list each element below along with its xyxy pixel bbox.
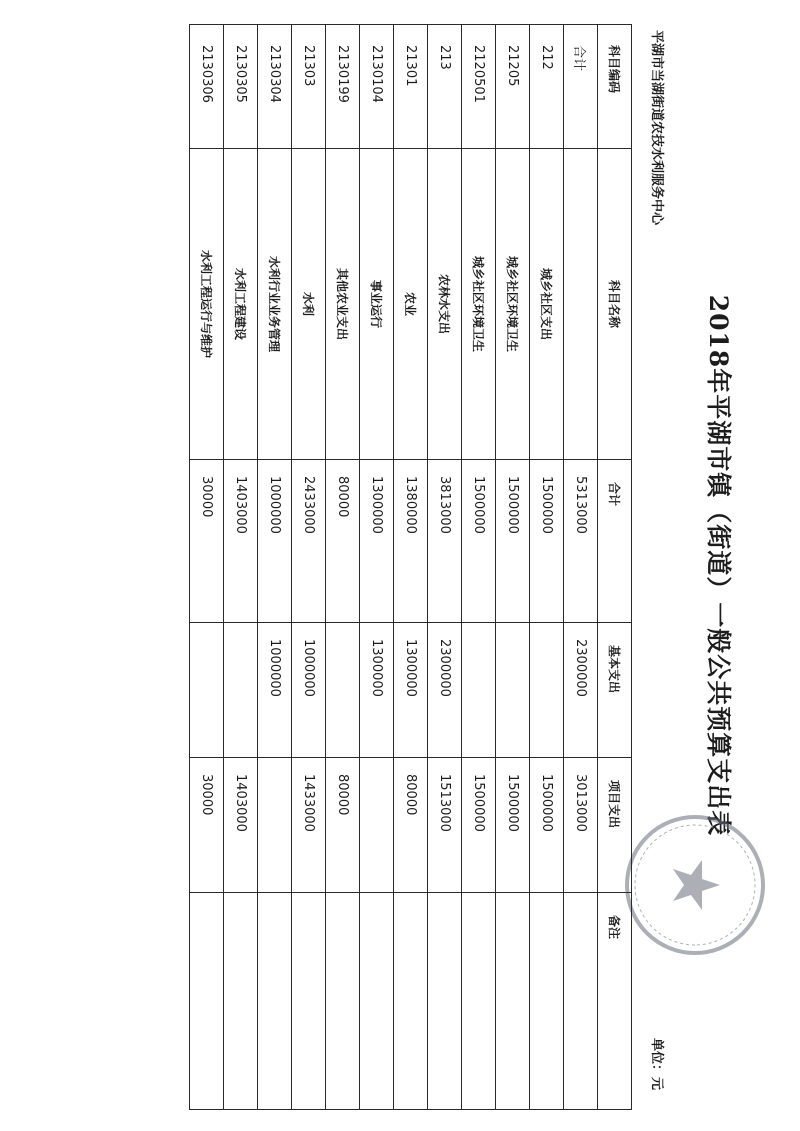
- cell-total: 1403000: [224, 460, 258, 623]
- table-row: [462, 25, 496, 1110]
- unit-label: 单位：元: [649, 1038, 664, 1091]
- cell-code: 2130199: [326, 25, 360, 149]
- table-row: [326, 25, 360, 1110]
- cell-basic: [326, 623, 360, 758]
- cell-total: 5313000: [564, 460, 598, 623]
- cell-total: 1500000: [496, 460, 530, 623]
- cell-code: 213: [428, 25, 462, 149]
- cell-project: 80000: [326, 758, 360, 893]
- cell-total: 1500000: [462, 460, 496, 623]
- cell-code: 2130305: [224, 25, 258, 149]
- cell-note: [190, 893, 224, 1110]
- cell-project: 30000: [190, 758, 224, 893]
- cell-code: 2120501: [462, 25, 496, 149]
- cell-note: [394, 893, 428, 1110]
- cell-note: [224, 893, 258, 1110]
- table-row: [530, 25, 564, 1110]
- cell-note: [496, 893, 530, 1110]
- cell-note: [292, 893, 326, 1110]
- cell-basic: 1300000: [360, 623, 394, 758]
- table-row: [564, 25, 598, 1110]
- cell-total: 2433000: [292, 460, 326, 623]
- table-row: [258, 25, 292, 1110]
- cell-note: [258, 893, 292, 1110]
- table-row: [292, 25, 326, 1110]
- cell-code: 21303: [292, 25, 326, 149]
- cell-name: 其他农业支出: [326, 149, 360, 460]
- cell-basic: [462, 623, 496, 758]
- cell-basic: 1000000: [292, 623, 326, 758]
- cell-total: 1500000: [530, 460, 564, 623]
- cell-name: 城乡社区支出: [530, 149, 564, 460]
- cell-basic: 1300000: [394, 623, 428, 758]
- cell-project: 3013000: [564, 758, 598, 893]
- cell-basic: 2300000: [428, 623, 462, 758]
- cell-basic: [224, 623, 258, 758]
- table-row: [428, 25, 462, 1110]
- header-total: 合计: [598, 460, 632, 623]
- table-row: [360, 25, 394, 1110]
- cell-name: 农林水支出: [428, 149, 462, 460]
- cell-total: 1000000: [258, 460, 292, 623]
- cell-note: [360, 893, 394, 1110]
- cell-basic: [190, 623, 224, 758]
- cell-name: 水利工程建设: [224, 149, 258, 460]
- cell-name: 水利: [292, 149, 326, 460]
- cell-name: 城乡社区环境卫生: [496, 149, 530, 460]
- cell-project: 80000: [394, 758, 428, 893]
- page-title: 2018年平湖市镇（街道）一般公共预算支出表: [704, 294, 733, 837]
- cell-total: 1300000: [360, 460, 394, 623]
- cell-name: 水利工程运行与维护: [190, 149, 224, 460]
- cell-code: 合计: [564, 25, 598, 149]
- cell-project: 1403000: [224, 758, 258, 893]
- cell-project: [258, 758, 292, 893]
- cell-basic: [496, 623, 530, 758]
- cell-basic: 1000000: [258, 623, 292, 758]
- cell-note: [326, 893, 360, 1110]
- cell-total: 3813000: [428, 460, 462, 623]
- cell-project: 1500000: [530, 758, 564, 893]
- cell-total: 1380000: [394, 460, 428, 623]
- cell-name: 事业运行: [360, 149, 394, 460]
- cell-code: 21205: [496, 25, 530, 149]
- table-row: [496, 25, 530, 1110]
- table-row: [224, 25, 258, 1110]
- cell-name: 城乡社区环境卫生: [462, 149, 496, 460]
- header-project: 项目支出: [598, 758, 632, 893]
- cell-note: [428, 893, 462, 1110]
- table-row: [394, 25, 428, 1110]
- header-name: 科目名称: [598, 149, 632, 460]
- cell-note: [462, 893, 496, 1110]
- cell-project: 1513000: [428, 758, 462, 893]
- header-note: 备注: [598, 893, 632, 1110]
- table-row: [190, 25, 224, 1110]
- cell-code: 2130304: [258, 25, 292, 149]
- cell-code: 212: [530, 25, 564, 149]
- cell-project: 1500000: [462, 758, 496, 893]
- table-header-row: [598, 25, 632, 1110]
- cell-note: [564, 893, 598, 1110]
- cell-total: 80000: [326, 460, 360, 623]
- cell-total: 30000: [190, 460, 224, 623]
- cell-basic: 2300000: [564, 623, 598, 758]
- cell-code: 2130306: [190, 25, 224, 149]
- cell-project: [360, 758, 394, 893]
- cell-name: 水利行业业务管理: [258, 149, 292, 460]
- cell-code: 21301: [394, 25, 428, 149]
- cell-note: [530, 893, 564, 1110]
- cell-code: 2130104: [360, 25, 394, 149]
- cell-project: 1500000: [496, 758, 530, 893]
- organization-name: 平湖市当湖街道农技水利服务中心: [649, 30, 664, 226]
- header-code: 科目编码: [598, 25, 632, 149]
- header-basic: 基本支出: [598, 623, 632, 758]
- official-seal-star-icon: [620, 810, 770, 960]
- cell-name: 农业: [394, 149, 428, 460]
- cell-name: [564, 149, 598, 460]
- budget-table: [189, 24, 632, 1110]
- cell-basic: [530, 623, 564, 758]
- cell-project: 1433000: [292, 758, 326, 893]
